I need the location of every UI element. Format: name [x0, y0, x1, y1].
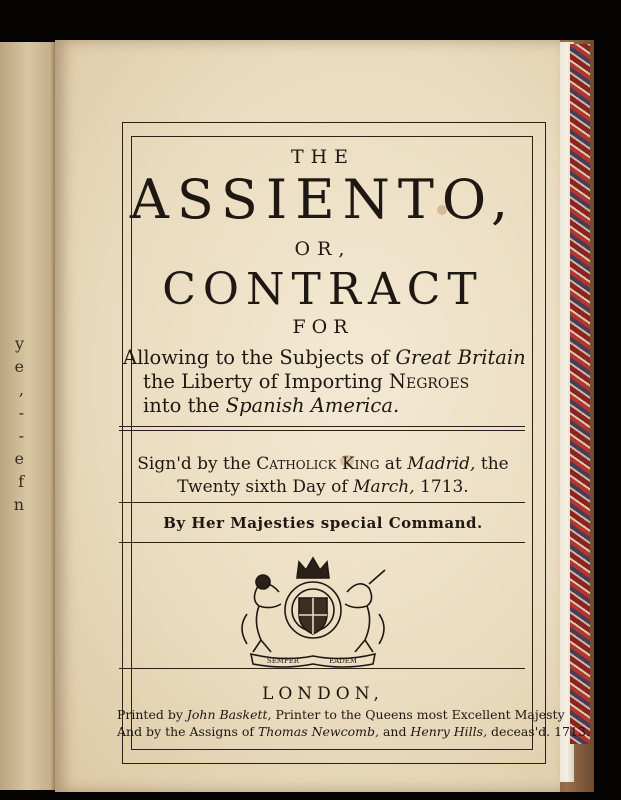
title-page	[55, 40, 590, 792]
imprint-italic: Henry Hills,	[410, 724, 488, 739]
signed-text: 1713.	[414, 477, 469, 497]
left-letter: -	[18, 426, 24, 445]
divider-rule	[119, 426, 525, 427]
motto-word: EADEM	[328, 657, 358, 665]
title-the: THE	[290, 146, 356, 168]
description-text: Allowing to the Subjects of	[123, 346, 396, 369]
signed-italic: Madrid,	[407, 454, 476, 474]
left-letter: y	[14, 334, 24, 353]
signed-line-1	[117, 454, 529, 474]
description-italic: Spanish America.	[225, 394, 400, 417]
imprint-line-1	[117, 707, 565, 722]
signed-text: Sign'd by the	[137, 454, 257, 474]
divider-rule	[119, 430, 525, 431]
description-italic: Great Britain	[395, 346, 526, 369]
imprint-line-2	[117, 724, 590, 739]
signed-smallcaps: Catholick King	[256, 454, 380, 474]
description-line-1	[123, 346, 533, 370]
divider-rule	[119, 542, 525, 543]
title-contract: CONTRACT	[162, 264, 484, 315]
left-letter: e	[14, 449, 24, 468]
signed-text: the	[475, 454, 509, 474]
divider-rule	[119, 668, 525, 669]
title-or: OR,	[294, 238, 352, 260]
motto-word: SEMPER	[266, 657, 300, 665]
marbled-edge	[570, 44, 590, 744]
signed-text: at	[379, 454, 408, 474]
imprint-text: And by the Assigns of	[117, 724, 258, 739]
left-letter: f	[18, 472, 24, 491]
left-letter: e	[14, 357, 24, 376]
divider-rule	[119, 502, 525, 503]
signed-italic: March,	[353, 477, 415, 497]
left-letter: -	[18, 403, 24, 422]
imprint-text: Printer to the Queens most Excellent Majesty	[271, 707, 565, 722]
royal-coat-of-arms	[223, 548, 403, 668]
description-line-3	[143, 394, 553, 418]
title-assiento: ASSIENTO,	[129, 168, 517, 231]
left-letter: ,	[18, 380, 24, 399]
description-line-2	[143, 370, 553, 394]
left-letter: n	[13, 495, 24, 514]
signed-line-2	[117, 477, 529, 497]
imprint-italic: Thomas Newcomb,	[257, 724, 379, 739]
left-page-text	[4, 332, 24, 516]
imprint-italic: John Baskett,	[186, 707, 272, 722]
description-text: the Liberty of Importing	[143, 370, 389, 393]
command-line: By Her Majesties special Command.	[163, 514, 483, 532]
imprint-text: and	[378, 724, 411, 739]
title-for: FOR	[292, 316, 354, 338]
description-smallcaps: Negroes	[388, 370, 470, 393]
imprint-city: LONDON,	[262, 684, 384, 704]
signed-text: Twenty sixth Day of	[177, 477, 354, 497]
imprint-text: deceas'd. 1713.	[487, 724, 590, 739]
imprint-text: Printed by	[117, 707, 187, 722]
description-text: into the	[143, 394, 226, 417]
left-page	[0, 42, 56, 790]
